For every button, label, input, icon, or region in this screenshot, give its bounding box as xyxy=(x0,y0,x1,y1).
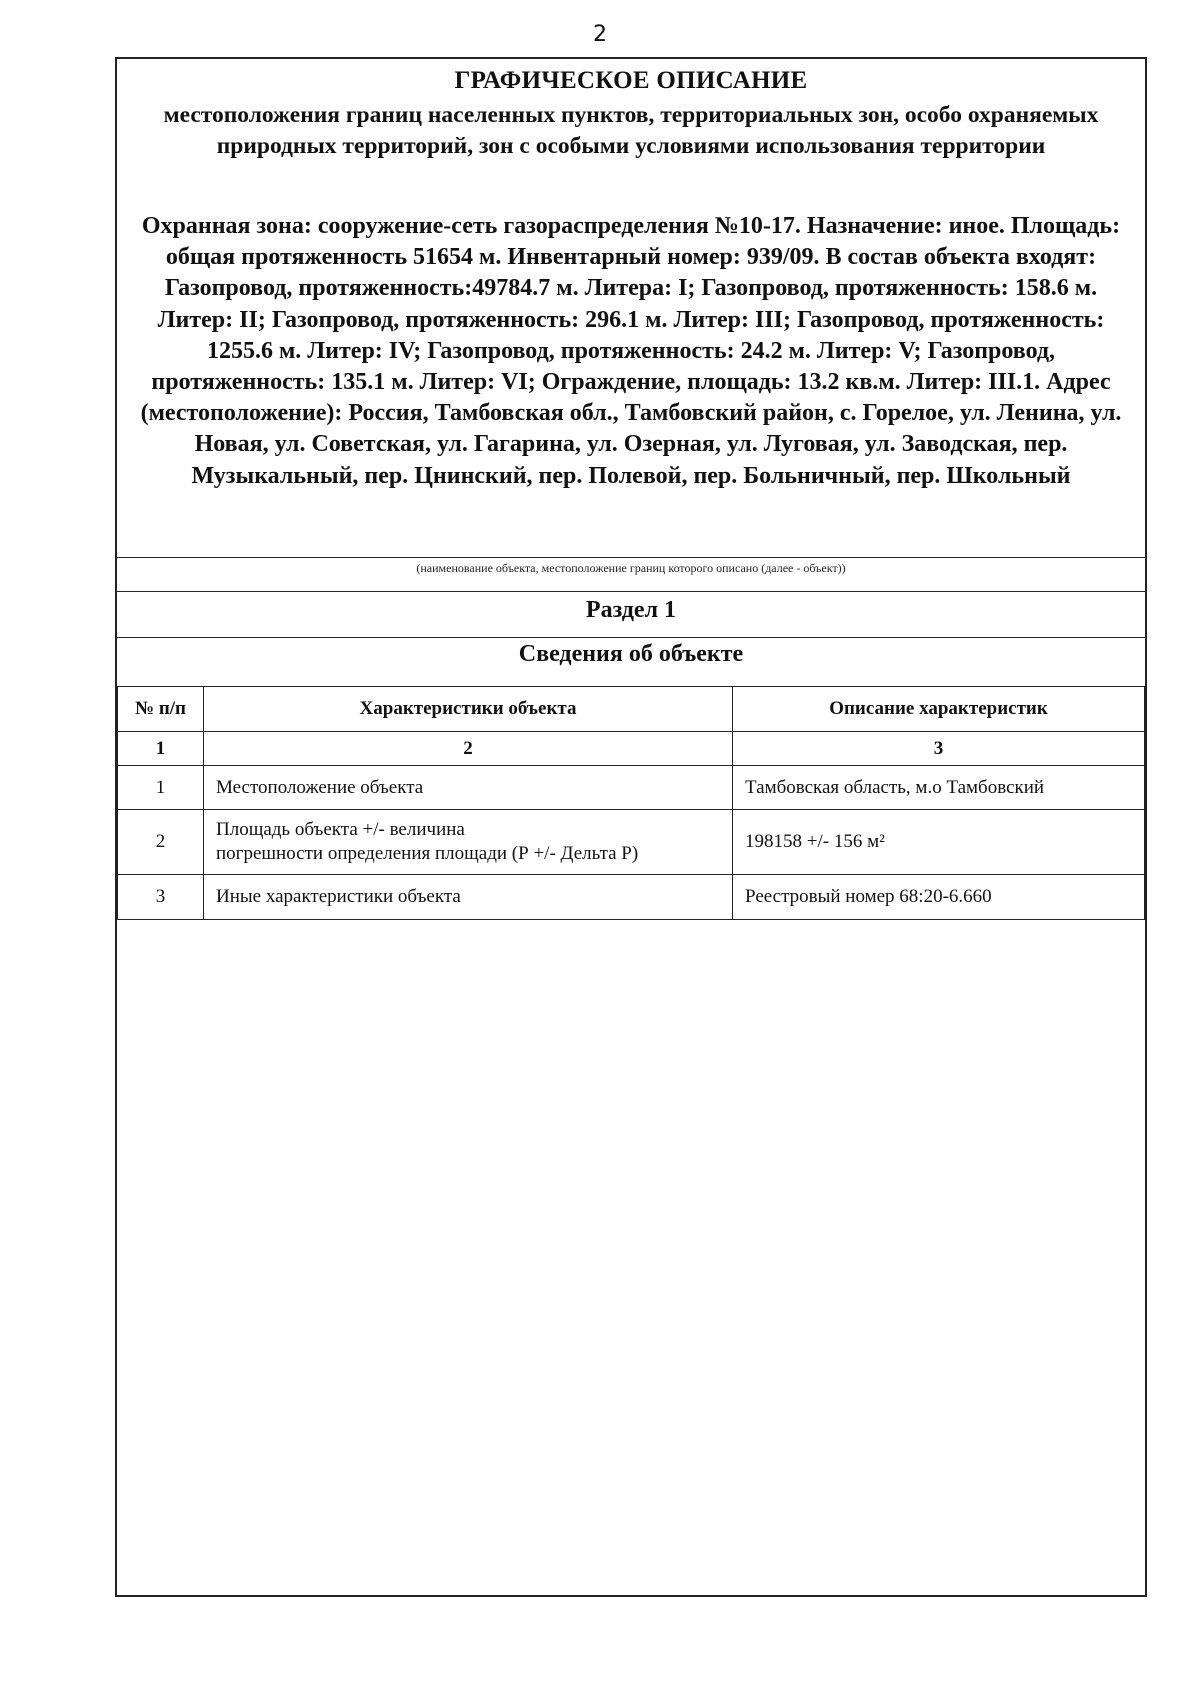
index-cell: 3 xyxy=(733,732,1145,766)
divider xyxy=(117,591,1145,592)
row-number: 1 xyxy=(118,766,204,810)
table-row xyxy=(118,875,1145,920)
row-number: 3 xyxy=(118,875,204,920)
row-description: Тамбовская область, м.о Тамбовский xyxy=(733,766,1145,810)
row-characteristic: Иные характеристики объекта xyxy=(204,875,733,920)
row-characteristic-line2: погрешности определения площади (Р +/- Дельта Р) xyxy=(216,843,639,864)
document-frame xyxy=(115,57,1147,1597)
page-number: 2 xyxy=(593,22,607,47)
object-name-caption: (наименование объекта, местоположение границ которого описано (далее - объект)) xyxy=(416,561,846,575)
row-number: 2 xyxy=(118,810,204,875)
document-title: ГРАФИЧЕСКОЕ ОПИСАНИЕ xyxy=(454,67,808,94)
index-cell: 1 xyxy=(118,732,204,766)
table-index-row xyxy=(118,732,1145,766)
header-block xyxy=(117,59,1145,559)
section-title: Раздел 1 xyxy=(585,597,677,623)
table-header-row xyxy=(118,687,1145,732)
row-description: Реестровый номер 68:20-6.660 xyxy=(733,875,1145,920)
object-info-table xyxy=(117,686,1145,920)
index-cell: 2 xyxy=(204,732,733,766)
document-subtitle: местоположения границ населенных пунктов, территориальных зон, особо охраняемых природных территорий, зон с особыми условиями использования территории xyxy=(163,102,1099,159)
table-row xyxy=(118,810,1145,875)
divider xyxy=(117,557,1145,558)
row-description: 198158 +/- 156 м² xyxy=(733,810,1145,875)
object-name: Охранная зона: сооружение-сеть газораспределения №10-17. Назначение: иное. Площадь: общая протяженность 51654 м. Инвентарный номер: 939/09. В состав объекта входят: Газопровод, протяженность:49784.7 м. Литера: I; Газопровод, протяженность: 158.6 м. Литер: II; Газопровод, протяженность: 296.1 м. Литер: III; Газопровод, протяженность: 1255.6 м. Литер: IV; Газопровод, протяженность: 24.2 м. Литер: V; Газопровод, протяженность: 135.1 м. Литер: VI; Ограждение, площадь: 13.2 кв.м. Литер: III.1. Адрес (местоположение): Россия, Тамбовская обл., Тамбовский район, с. Горелое, ул. Ленина, ул. Новая, ул. Советская, ул. Гагарина, ул. Озерная, ул. Луговая, ул. Заводская, пер. Музыкальный, пер. Цнинский, пер. Полевой, пер. Больничный, пер. Школьный xyxy=(140,213,1122,489)
divider xyxy=(117,637,1145,638)
row-characteristic: Местоположение объекта xyxy=(204,766,733,810)
row-characteristic-line1: Площадь объекта +/- величина xyxy=(216,819,465,840)
section-subtitle: Сведения об объекте xyxy=(518,641,744,667)
column-header-characteristic: Характеристики объекта xyxy=(204,687,733,732)
column-header-number: № п/п xyxy=(118,687,204,732)
column-header-description: Описание характеристик xyxy=(733,687,1145,732)
row-characteristic xyxy=(204,810,733,875)
table-row xyxy=(118,766,1145,810)
